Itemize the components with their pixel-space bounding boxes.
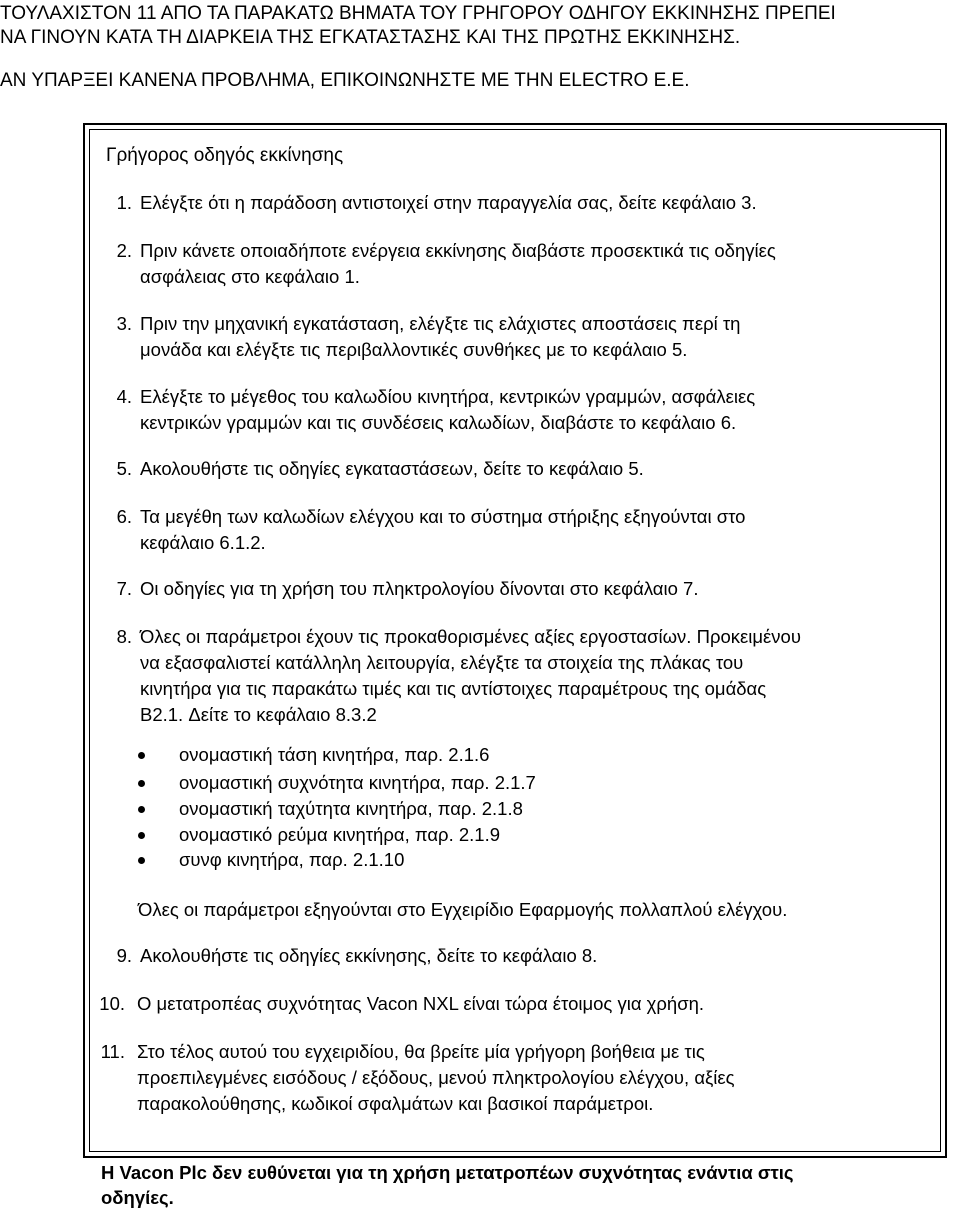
bullet-text: ονομαστικό ρεύμα κινητήρα, παρ. 2.1.9	[179, 824, 500, 845]
step-number: 1.	[116, 192, 132, 213]
step-text: Ο μετατροπέας συχνότητας Vacon NXL είναι τώρα έτοιμος για χρήση.	[137, 993, 705, 1014]
step-number: 2.	[116, 240, 132, 261]
step-text: ασφάλειας στο κεφάλαιο 1.	[140, 266, 360, 287]
step-6	[104, 504, 745, 556]
intro-contact-line: ΑΝ ΥΠΑΡΞΕΙ ΚΑΝΕΝΑ ΠΡΟΒΛΗΜΑ, ΕΠΙΚΟΙΝΩΝΗΣΤΕ ΜΕ ΤΗΝ ELECTRO E.E.	[0, 70, 690, 91]
step-text: κεντρικών γραμμών και τις συνδέσεις καλωδίων, διαβάστε το κεφάλαιο 6.	[140, 412, 737, 433]
bullet-text: ονομαστική συχνότητα κινητήρα, παρ. 2.1.7	[179, 772, 536, 793]
step-number: 6.	[116, 506, 132, 527]
intro-line-2: ΝΑ ΓΙΝΟΥΝ ΚΑΤΑ ΤΗ ΔΙΑΡΚΕΙΑ ΤΗΣ ΕΓΚΑΤΑΣΤΑΣΗΣ ΚΑΙ ΤΗΣ ΠΡΩΤΗΣ ΕΚΚΙΝΗΣΗΣ.	[0, 27, 741, 48]
step-number: 8.	[116, 626, 132, 647]
step-number: 7.	[116, 578, 132, 599]
step-number: 11.	[100, 1041, 125, 1062]
step-text: Οι οδηγίες για τη χρήση του πληκτρολογίου δίνονται στο κεφάλαιο 7.	[140, 578, 699, 599]
step-text: προεπιλεγμένες εισόδους / εξόδους, μενού πληκτρολογίου ελέγχου, αξίες	[137, 1067, 735, 1088]
step-text: παρακολούθησης, κωδικοί σφαλμάτων και βασικοί παράμετροι.	[137, 1093, 654, 1114]
step-number: 10.	[99, 993, 125, 1014]
bullet-dot-icon	[138, 806, 145, 813]
step-text: Όλες οι παράμετροι έχουν τις προκαθορισμένες αξίες εργοστασίων. Προκειμένου	[140, 626, 801, 647]
bullet-dot-icon	[138, 752, 145, 759]
step-number: 5.	[116, 458, 132, 479]
step-7	[104, 576, 698, 602]
disclaimer-line-1: Η Vacon Plc δεν ευθύνεται για τη χρήση μετατροπέων συχνότητας ενάντια στις	[101, 1162, 794, 1183]
step-number: 3.	[116, 313, 132, 334]
bullet-text: ονομαστική τάση κινητήρα, παρ. 2.1.6	[179, 744, 490, 765]
step-10	[94, 991, 704, 1017]
step-text: κινητήρα για τις παρακάτω τιμές και τις αντίστοιχες παραμέτρους της ομάδας	[140, 678, 767, 699]
intro-line-1: ΤΟΥΛΑΧΙΣΤΟΝ 11 ΑΠΟ ΤΑ ΠΑΡΑΚΑΤΩ ΒΗΜΑΤΑ ΤΟΥ ΓΡΗΓΟΡΟΥ ΟΔΗΓΟΥ ΕΚΚΙΝΗΣΗΣ ΠΡΕΠΕΙ	[0, 3, 836, 24]
bullet-dot-icon	[138, 832, 145, 839]
step-1	[104, 190, 757, 216]
disclaimer-line-2: οδηγίες.	[101, 1187, 174, 1208]
liability-disclaimer	[101, 1160, 901, 1210]
step-9	[104, 943, 597, 969]
bullets-note: Όλες οι παράμετροι εξηγούνται στο Εγχειρίδιο Εφαρμογής πολλαπλού ελέγχου.	[138, 899, 788, 920]
step-11	[94, 1039, 735, 1117]
step-text: Ελέγξτε ότι η παράδοση αντιστοιχεί στην παραγγελία σας, δείτε κεφάλαιο 3.	[140, 192, 757, 213]
step-text: Πριν την μηχανική εγκατάσταση, ελέγξτε τις ελάχιστες αποστάσεις περί τη	[140, 313, 741, 334]
step-text: Ελέγξτε το μέγεθος του καλωδίου κινητήρα, κεντρικών γραμμών, ασφάλειες	[140, 386, 756, 407]
step-number: 4.	[116, 386, 132, 407]
step-number: 9.	[116, 945, 132, 966]
step-text: Πριν κάνετε οποιαδήποτε ενέργεια εκκίνησης διαβάστε προσεκτικά τις οδηγίες	[140, 240, 776, 261]
step-text: κεφάλαιο 6.1.2.	[140, 532, 266, 553]
step-text: Στο τέλος αυτού του εγχειριδίου, θα βρείτε μία γρήγορη βοήθεια με τις	[137, 1041, 705, 1062]
step-5	[104, 456, 644, 482]
step-text: B2.1. Δείτε το κεφάλαιο 8.3.2	[140, 704, 377, 725]
step-text: Ακολουθήστε τις οδηγίες εγκαταστάσεων, δείτε το κεφάλαιο 5.	[140, 458, 644, 479]
step-text: μονάδα και ελέγξτε τις περιβαλλοντικές συνθήκες με το κεφάλαιο 5.	[140, 339, 688, 360]
bullet-dot-icon	[138, 780, 145, 787]
step-text: Ακολουθήστε τις οδηγίες εκκίνησης, δείτε το κεφάλαιο 8.	[140, 945, 598, 966]
bullet-text: συνφ κινητήρα, παρ. 2.1.10	[179, 849, 405, 870]
step-4	[104, 384, 755, 436]
intro-warning	[0, 2, 958, 93]
bullet-text: ονομαστική ταχύτητα κινητήρα, παρ. 2.1.8	[179, 798, 523, 819]
bullet-dot-icon	[138, 857, 145, 864]
guide-title: Γρήγορος οδηγός εκκίνησης	[106, 145, 344, 166]
step-8	[104, 624, 801, 728]
step-text: να εξασφαλιστεί κατάλληλη λειτουργία, ελέγξτε τα στοιχεία της πλάκας του	[140, 652, 744, 673]
step-3	[104, 311, 740, 363]
step-text: Τα μεγέθη των καλωδίων ελέγχου και το σύστημα στήριξης εξηγούνται στο	[140, 506, 746, 527]
step-2	[104, 238, 776, 290]
